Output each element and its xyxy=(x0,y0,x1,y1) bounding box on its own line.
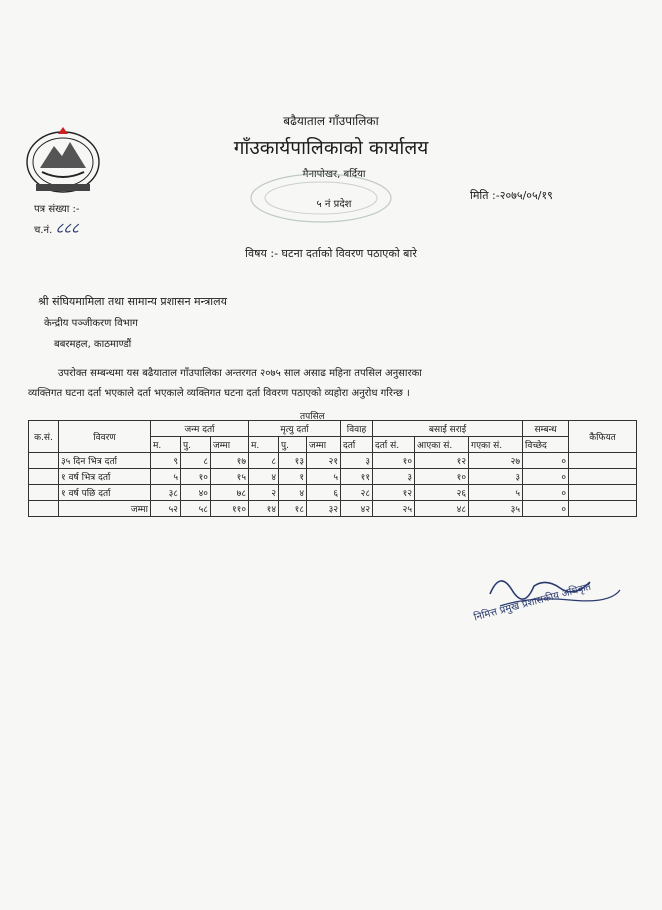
header-mig-in: आएका सं. xyxy=(415,437,469,453)
header-mig-out: गएका सं. xyxy=(469,437,523,453)
header-marriage: विवाह xyxy=(341,421,373,437)
header-sn: क.सं. xyxy=(29,421,59,453)
total-label: जम्मा xyxy=(59,501,151,517)
cell-b-f: ४० xyxy=(181,485,211,501)
cell-b-t: ७८ xyxy=(211,485,249,501)
total-birth-male: ५२ xyxy=(151,501,181,517)
total-mig-in: ४८ xyxy=(415,501,469,517)
header-birth-female: पु. xyxy=(181,437,211,453)
cell-remarks xyxy=(569,453,637,469)
cell-mig-in: २६ xyxy=(415,485,469,501)
office-province: ५ नं प्रदेश xyxy=(316,199,352,210)
total-birth-total: ११० xyxy=(211,501,249,517)
body-line-1: उपरोक्त सम्बन्धमा यस बढैयाताल गाँउपालिका अन्तरगत २०७५ साल असाढ महिना तपसिल अनुसारका xyxy=(58,368,422,379)
cell-detail: १ वर्ष पछि दर्ता xyxy=(59,485,151,501)
cell-divorce: ० xyxy=(523,485,569,501)
cell-marriage: ३ xyxy=(341,453,373,469)
header-death-total: जम्मा xyxy=(307,437,341,453)
reference-number-label: पत्र संख्या :- xyxy=(34,204,80,215)
header-birth-male: म. xyxy=(151,437,181,453)
cell-mig-reg: १० xyxy=(373,453,415,469)
cell-mig-in: १० xyxy=(415,469,469,485)
header-marriage-reg: दर्ता xyxy=(341,437,373,453)
total-death-total: ३२ xyxy=(307,501,341,517)
cell-b-f: ८ xyxy=(181,453,211,469)
letter-subject: विषय :- घटना दर्ताको विवरण पठाएको बारे xyxy=(245,247,417,260)
cell-d-m: ८ xyxy=(249,453,279,469)
cell-b-m: ५ xyxy=(151,469,181,485)
office-title: गाँउकार्यपालिकाको कार्यालय xyxy=(233,137,429,159)
cell-b-t: १७ xyxy=(211,453,249,469)
header-migration: बसाई सराई xyxy=(373,421,523,437)
cell-marriage: ११ xyxy=(341,469,373,485)
total-divorce: ० xyxy=(523,501,569,517)
total-remarks xyxy=(569,501,637,517)
total-mig-out: ३५ xyxy=(469,501,523,517)
cell-sn xyxy=(29,469,59,485)
cell-b-t: १५ xyxy=(211,469,249,485)
header-remarks: कैफियत xyxy=(569,421,637,453)
header-death-female: पु. xyxy=(279,437,307,453)
cell-mig-out: २७ xyxy=(469,453,523,469)
dispatch-number-value: ८८८ xyxy=(55,219,79,237)
municipality-name: बढैयाताल गाँउपालिका xyxy=(283,114,379,128)
header-birth: जन्म दर्ता xyxy=(151,421,249,437)
dispatch-number-label: च.नं. xyxy=(34,225,53,236)
cell-detail: १ वर्ष भित्र दर्ता xyxy=(59,469,151,485)
recipient-line-3: बबरमहल, काठमाण्डौं xyxy=(54,339,132,350)
header-divorce: विच्छेद xyxy=(523,437,569,453)
table-row xyxy=(29,469,637,485)
event-registration-table xyxy=(28,420,637,517)
cell-d-m: २ xyxy=(249,485,279,501)
body-line-2: व्यक्तिगत घटना दर्ता भएकाले दर्ता भएकाले व्यक्तिगत घटना दर्ता विवरण पठाएको व्यहोरा अनुरोध गरिन्छ । xyxy=(28,388,410,399)
cell-d-f: १ xyxy=(279,469,307,485)
recipient-line-2: केन्द्रीय पञ्जीकरण विभाग xyxy=(44,318,138,329)
cell-d-m: ४ xyxy=(249,469,279,485)
total-mig-reg: २५ xyxy=(373,501,415,517)
total-marriage: ४२ xyxy=(341,501,373,517)
table-total-row xyxy=(29,501,637,517)
cell-mig-reg: १२ xyxy=(373,485,415,501)
cell-d-t: ५ xyxy=(307,469,341,485)
total-birth-female: ५८ xyxy=(181,501,211,517)
table-caption: तपसिल xyxy=(300,412,325,422)
header-relation: सम्बन्ध xyxy=(523,421,569,437)
cell-d-t: ६ xyxy=(307,485,341,501)
cell-mig-in: १२ xyxy=(415,453,469,469)
office-stamp xyxy=(246,170,396,226)
cell-mig-out: ३ xyxy=(469,469,523,485)
cell-mig-reg: ३ xyxy=(373,469,415,485)
header-mig-reg: दर्ता सं. xyxy=(373,437,415,453)
cell-b-f: १० xyxy=(181,469,211,485)
cell-remarks xyxy=(569,485,637,501)
total-death-male: १४ xyxy=(249,501,279,517)
dispatch-number xyxy=(34,218,79,238)
cell-divorce: ० xyxy=(523,453,569,469)
header-death-male: म. xyxy=(249,437,279,453)
cell-sn xyxy=(29,485,59,501)
office-address: मैनापोखर, बर्दिया xyxy=(302,169,366,180)
table-header-row xyxy=(29,421,637,437)
cell-b-m: ३८ xyxy=(151,485,181,501)
cell-b-m: ९ xyxy=(151,453,181,469)
cell-detail: ३५ दिन भित्र दर्ता xyxy=(59,453,151,469)
letter-date: मिति :-२०७५/०५/१९ xyxy=(470,189,553,202)
header-detail: विवरण xyxy=(59,421,151,453)
cell-divorce: ० xyxy=(523,469,569,485)
cell-d-t: २१ xyxy=(307,453,341,469)
cell-d-f: १३ xyxy=(279,453,307,469)
cell-marriage: २८ xyxy=(341,485,373,501)
signatory-title: निमित्त प्रमुख प्रशासकीय अधिकृत xyxy=(472,581,593,624)
cell-sn xyxy=(29,453,59,469)
total-sn xyxy=(29,501,59,517)
recipient-line-1: श्री संघियमामिला तथा सामान्य प्रशासन मन्त्रालय xyxy=(38,295,227,308)
table-row xyxy=(29,453,637,469)
header-birth-total: जम्मा xyxy=(211,437,249,453)
cell-mig-out: ५ xyxy=(469,485,523,501)
total-death-female: १८ xyxy=(279,501,307,517)
cell-remarks xyxy=(569,469,637,485)
table-row xyxy=(29,485,637,501)
cell-d-f: ४ xyxy=(279,485,307,501)
header-death: मृत्यु दर्ता xyxy=(249,421,341,437)
